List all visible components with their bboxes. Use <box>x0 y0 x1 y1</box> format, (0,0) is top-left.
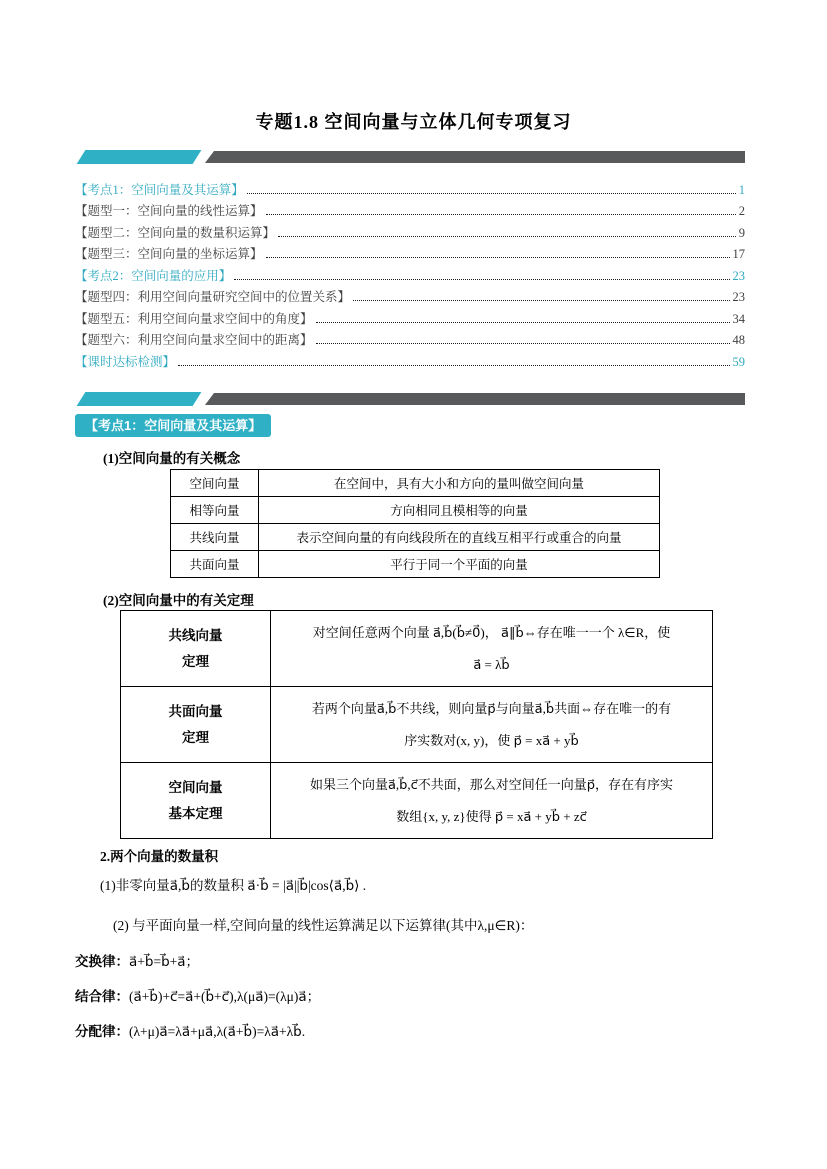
toc-leader-dots <box>353 300 729 301</box>
theorem-name <box>121 687 271 763</box>
gray-bar-shape <box>205 393 745 405</box>
law-associative <box>75 985 320 1005</box>
theorem-name <box>121 611 271 687</box>
toc-leader-dots <box>266 214 736 215</box>
law-commutative <box>75 950 199 970</box>
toc-leader-dots <box>178 365 729 366</box>
toc-leader-dots <box>278 236 736 237</box>
theorem-formula: 序实数对(x, y)，使 p⃗ = xa⃗ + yb⃗ <box>404 732 579 748</box>
concept-term: 共面向量 <box>171 551 259 578</box>
toc-label: 【考点1：空间向量及其运算】 <box>75 182 244 197</box>
theorem-text: 如果三个向量a⃗,b⃗,c⃗不共面，那么对空间任一向量p⃗，存在有序实 <box>309 776 674 792</box>
theorem-name-line1: 共线向量 <box>168 627 223 643</box>
theorem-statement <box>271 611 713 687</box>
section-heading-kaodian-1: 【考点1：空间向量及其运算】 <box>75 414 271 437</box>
law-formula: a⃗+b⃗=b⃗+a⃗； <box>129 954 200 969</box>
concept-term: 相等向量 <box>171 497 259 524</box>
theorems-subtitle: (2)空间向量中的有关定理 <box>103 593 254 608</box>
toc-leader-dots <box>316 322 730 323</box>
toc-entry-tixing-4[interactable] <box>75 284 745 306</box>
table-row <box>121 611 713 687</box>
toc-page-number: 23 <box>732 290 745 304</box>
theorem-table <box>120 610 713 839</box>
table-row <box>171 551 660 578</box>
concept-term: 共线向量 <box>171 524 259 551</box>
theorem-name-line2: 基本定理 <box>168 805 223 821</box>
decorative-bar-bottom <box>75 392 745 406</box>
dot-product-heading: 2.两个向量的数量积 <box>100 849 219 864</box>
toc-label: 【题型三：空间向量的坐标运算】 <box>75 247 263 261</box>
toc-label: 【题型四：利用空间向量研究空间中的位置关系】 <box>75 290 351 304</box>
law-formula: (λ+μ)a⃗=λa⃗+μa⃗,λ(a⃗+b⃗)=λa⃗+λb⃗. <box>129 1024 306 1039</box>
theorem-statement <box>271 763 713 839</box>
toc-entry-tixing-3[interactable] <box>75 241 745 263</box>
toc-page-number: 1 <box>738 182 745 197</box>
theorem-statement <box>271 687 713 763</box>
concept-definition: 表示空间向量的有向线段所在的直线互相平行或重合的向量 <box>259 524 660 551</box>
theorem-name <box>121 763 271 839</box>
concept-table <box>170 469 660 578</box>
toc-entry-kaodian-1[interactable] <box>75 176 745 198</box>
theorem-name-line1: 共面向量 <box>168 703 223 719</box>
concept-term: 空间向量 <box>171 470 259 497</box>
law-label: 分配律： <box>75 1024 129 1039</box>
table-row <box>171 497 660 524</box>
page-title: 专题1.8 空间向量与立体几何专项复习 <box>255 112 572 132</box>
toc-page-number: 17 <box>732 247 745 261</box>
theorem-name-line2: 定理 <box>182 729 209 745</box>
law-label: 结合律： <box>75 989 129 1004</box>
toc-page-number: 2 <box>738 204 745 218</box>
toc-label: 【题型六：利用空间向量求空间中的距离】 <box>75 333 313 347</box>
concept-definition: 平行于同一个平面的向量 <box>259 551 660 578</box>
toc-page-number: 59 <box>732 354 745 369</box>
toc-label: 【题型二：空间向量的数量积运算】 <box>75 225 276 240</box>
toc-label: 【考点2：空间向量的应用】 <box>75 268 232 283</box>
law-label: 交换律： <box>75 954 129 969</box>
teal-accent-shape <box>77 150 202 164</box>
toc-entry-tixing-1[interactable] <box>75 198 745 220</box>
toc-label: 【题型五：利用空间向量求空间中的角度】 <box>75 311 313 326</box>
toc-page-number: 48 <box>732 333 745 347</box>
table-row <box>171 470 660 497</box>
toc-entry-tixing-6[interactable] <box>75 327 745 349</box>
theorem-formula: a⃗ = λb⃗ <box>473 656 510 672</box>
law-distributive <box>75 1020 305 1040</box>
decorative-bar-top <box>75 150 745 164</box>
concepts-subtitle: (1)空间向量的有关概念 <box>103 451 241 466</box>
theorem-text: 若两个向量a⃗,b⃗不共线，则向量p⃗与向量a⃗,b⃗共面⇔存在唯一的有 <box>311 700 672 716</box>
toc-label: 【题型一：空间向量的线性运算】 <box>75 204 263 218</box>
table-row <box>171 524 660 551</box>
concept-definition: 在空间中，具有大小和方向的量叫做空间向量 <box>259 470 660 497</box>
law-formula: (a⃗+b⃗)+c⃗=a⃗+(b⃗+c⃗),λ(μa⃗)=(λμ)a⃗； <box>129 989 321 1004</box>
toc-page-number: 23 <box>732 268 745 283</box>
theorem-text: 对空间任意两个向量 a⃗,b⃗(b⃗≠0⃗)， a⃗∥b⃗⇔存在唯一一个 λ∈R，使 <box>312 624 671 640</box>
gray-bar-shape <box>205 151 745 163</box>
theorem-name-line1: 空间向量 <box>168 779 223 795</box>
toc-leader-dots <box>247 193 736 194</box>
toc-label: 【课时达标检测】 <box>75 354 176 369</box>
concept-definition: 方向相同且模相等的向量 <box>259 497 660 524</box>
dot-product-definition: (1)非零向量a⃗,b⃗的数量积 a⃗·b⃗ = |a⃗||b⃗|cos⟨a⃗,b⃗⟩ . <box>100 878 367 893</box>
table-of-contents <box>75 176 745 370</box>
toc-entry-kaodian-2[interactable] <box>75 262 745 284</box>
table-row <box>121 687 713 763</box>
toc-page-number: 34 <box>732 311 745 326</box>
toc-page-number: 9 <box>738 225 745 240</box>
table-row <box>121 763 713 839</box>
theorem-formula: 数组{x, y, z}使得 p⃗ = xa⃗ + yb⃗ + zc⃗ <box>396 808 587 824</box>
toc-entry-keshi[interactable] <box>75 348 745 370</box>
toc-leader-dots <box>266 257 730 258</box>
teal-accent-shape <box>77 392 202 406</box>
toc-entry-tixing-2[interactable] <box>75 219 745 241</box>
toc-entry-tixing-5[interactable] <box>75 305 745 327</box>
linear-ops-intro: (2) 与平面向量一样,空间向量的线性运算满足以下运算律(其中λ,μ∈R)： <box>113 918 534 933</box>
toc-leader-dots <box>234 279 729 280</box>
toc-leader-dots <box>316 343 730 344</box>
theorem-name-line2: 定理 <box>182 653 209 669</box>
